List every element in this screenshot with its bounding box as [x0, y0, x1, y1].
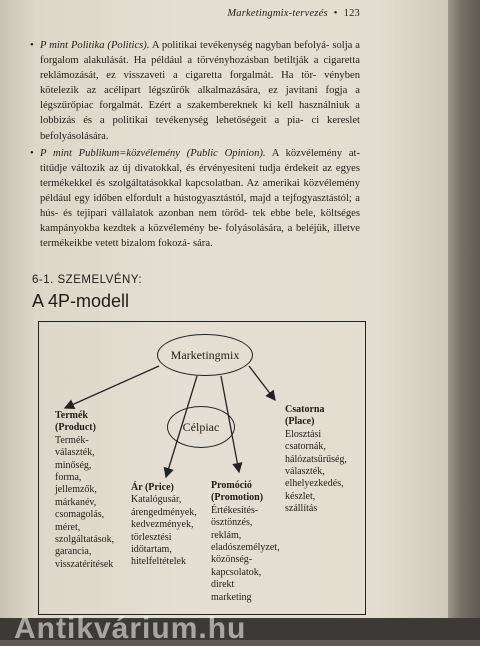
place-item: Elosztási	[285, 428, 322, 440]
section-label: 6-1. SZEMELVÉNY:	[32, 274, 143, 286]
bullet-lead: P mint Politika (Politics).	[40, 40, 150, 51]
price-item: időtartam,	[131, 544, 172, 556]
place-item: elhelyezkedés,	[285, 478, 344, 490]
price-item: árengedmények,	[131, 506, 197, 518]
figure-4p-model	[38, 321, 366, 615]
bullet-lead: P mint Publikum=közvélemény (Public Opinion).	[40, 147, 266, 159]
place-item: választék,	[285, 466, 325, 478]
product-item: garancia,	[55, 546, 92, 558]
arrow-to-product	[65, 366, 159, 408]
column-price	[131, 482, 197, 569]
column-promotion	[211, 480, 280, 604]
promotion-item: közönség-	[211, 554, 253, 566]
promotion-item: direkt	[211, 579, 235, 591]
price-item: törlesztési	[131, 531, 172, 543]
place-item: készlet,	[285, 490, 316, 502]
promotion-item: reklám,	[211, 529, 242, 541]
product-item: méret,	[55, 521, 81, 533]
price-item: Katalógusár,	[131, 494, 182, 506]
price-title: Ár (Price)	[131, 482, 174, 493]
price-item: kedvezmények,	[131, 519, 194, 531]
product-item: visszatérítések	[55, 558, 114, 570]
promotion-item: marketing	[211, 591, 252, 603]
product-item: márkanév,	[55, 496, 97, 508]
bullet-politics: • P mint Politika (Politics). A politikai tevékenység nagyban befolyá- solja a forgalom alakulását. Ha például a törvényhozásban betiltják a cigaretta reklámozását, ez visszaveti a cigaretta forgalmát. Ha tör- vényben kötelezik az acélipart légszűrők alkalmazására, ez javítani fogja a légszűrőpiac forgalmát. Ezért a szakembereknek ki kell használniuk a lobbizás és a politikai tevékenység lehetőségeit a pia- ci kereslet befolyásolására.	[30, 38, 360, 144]
column-product	[55, 410, 114, 571]
watermark: Antikvárium.hu	[14, 612, 247, 645]
product-item: forma,	[55, 472, 82, 484]
column-place	[285, 404, 347, 516]
promotion-subtitle: (Promotion)	[211, 492, 264, 504]
running-head-title: Marketingmix-tervezés	[227, 8, 328, 19]
product-item: szolgáltatások,	[55, 534, 115, 546]
promotion-item: Értékesítés-	[211, 504, 259, 516]
promotion-item: eladószemélyzet,	[211, 542, 280, 554]
product-item: minőség,	[55, 459, 92, 471]
product-title: Termék	[55, 410, 88, 421]
promotion-item: kapcsolatok,	[211, 566, 262, 578]
body-text	[30, 38, 360, 253]
ellipse-marketing-mix	[157, 334, 253, 376]
label-target-market: Célpiac	[182, 419, 220, 434]
product-item: jellemzők,	[55, 484, 97, 496]
ellipse-target-market	[167, 406, 235, 448]
running-head	[227, 8, 360, 19]
place-subtitle: (Place)	[285, 416, 315, 428]
promotion-title: Promóció	[211, 480, 252, 491]
promotion-item: ösztönzés,	[211, 517, 253, 529]
product-item: választék,	[55, 447, 95, 459]
page-number: 123	[343, 8, 360, 19]
place-item: csatornák,	[285, 441, 326, 453]
place-item: szállítás	[285, 503, 318, 515]
label-marketing-mix: Marketingmix	[170, 347, 240, 362]
arrow-to-place	[249, 366, 275, 400]
place-title: Csatorna	[285, 404, 325, 415]
product-item: Termék-	[55, 434, 89, 446]
product-subtitle: (Product)	[55, 422, 96, 434]
section-title: A 4P-modell	[32, 291, 130, 311]
book-page-edge	[448, 0, 480, 618]
place-item: hálózatsűrűség,	[285, 453, 347, 465]
bullet-public-opinion: • P mint Publikum=közvélemény (Public Opinion). A közvélemény at- titűdje változik az új divatokkal, és érvényesíteni tudja érdekeit az egyes termékekkel és szolgáltatásokkal kapcsolatban. Az amerikai közvélemény például egy időben elfordult a hústogyasztástól, majd a tejfogyasztástól; a hús- és tejipari vállalatok azonban nem törőd- tek ebbe bele, költséges kampányokba kezdtek a közvélemény be- folyásolására, a beléjük, illetve termékeikbe vetett bizalom fokozá- sára.	[30, 146, 360, 252]
price-item: hitelfeltételek	[131, 556, 186, 568]
running-head-bullet: •	[333, 8, 338, 19]
product-item: csomagolás,	[55, 509, 105, 521]
